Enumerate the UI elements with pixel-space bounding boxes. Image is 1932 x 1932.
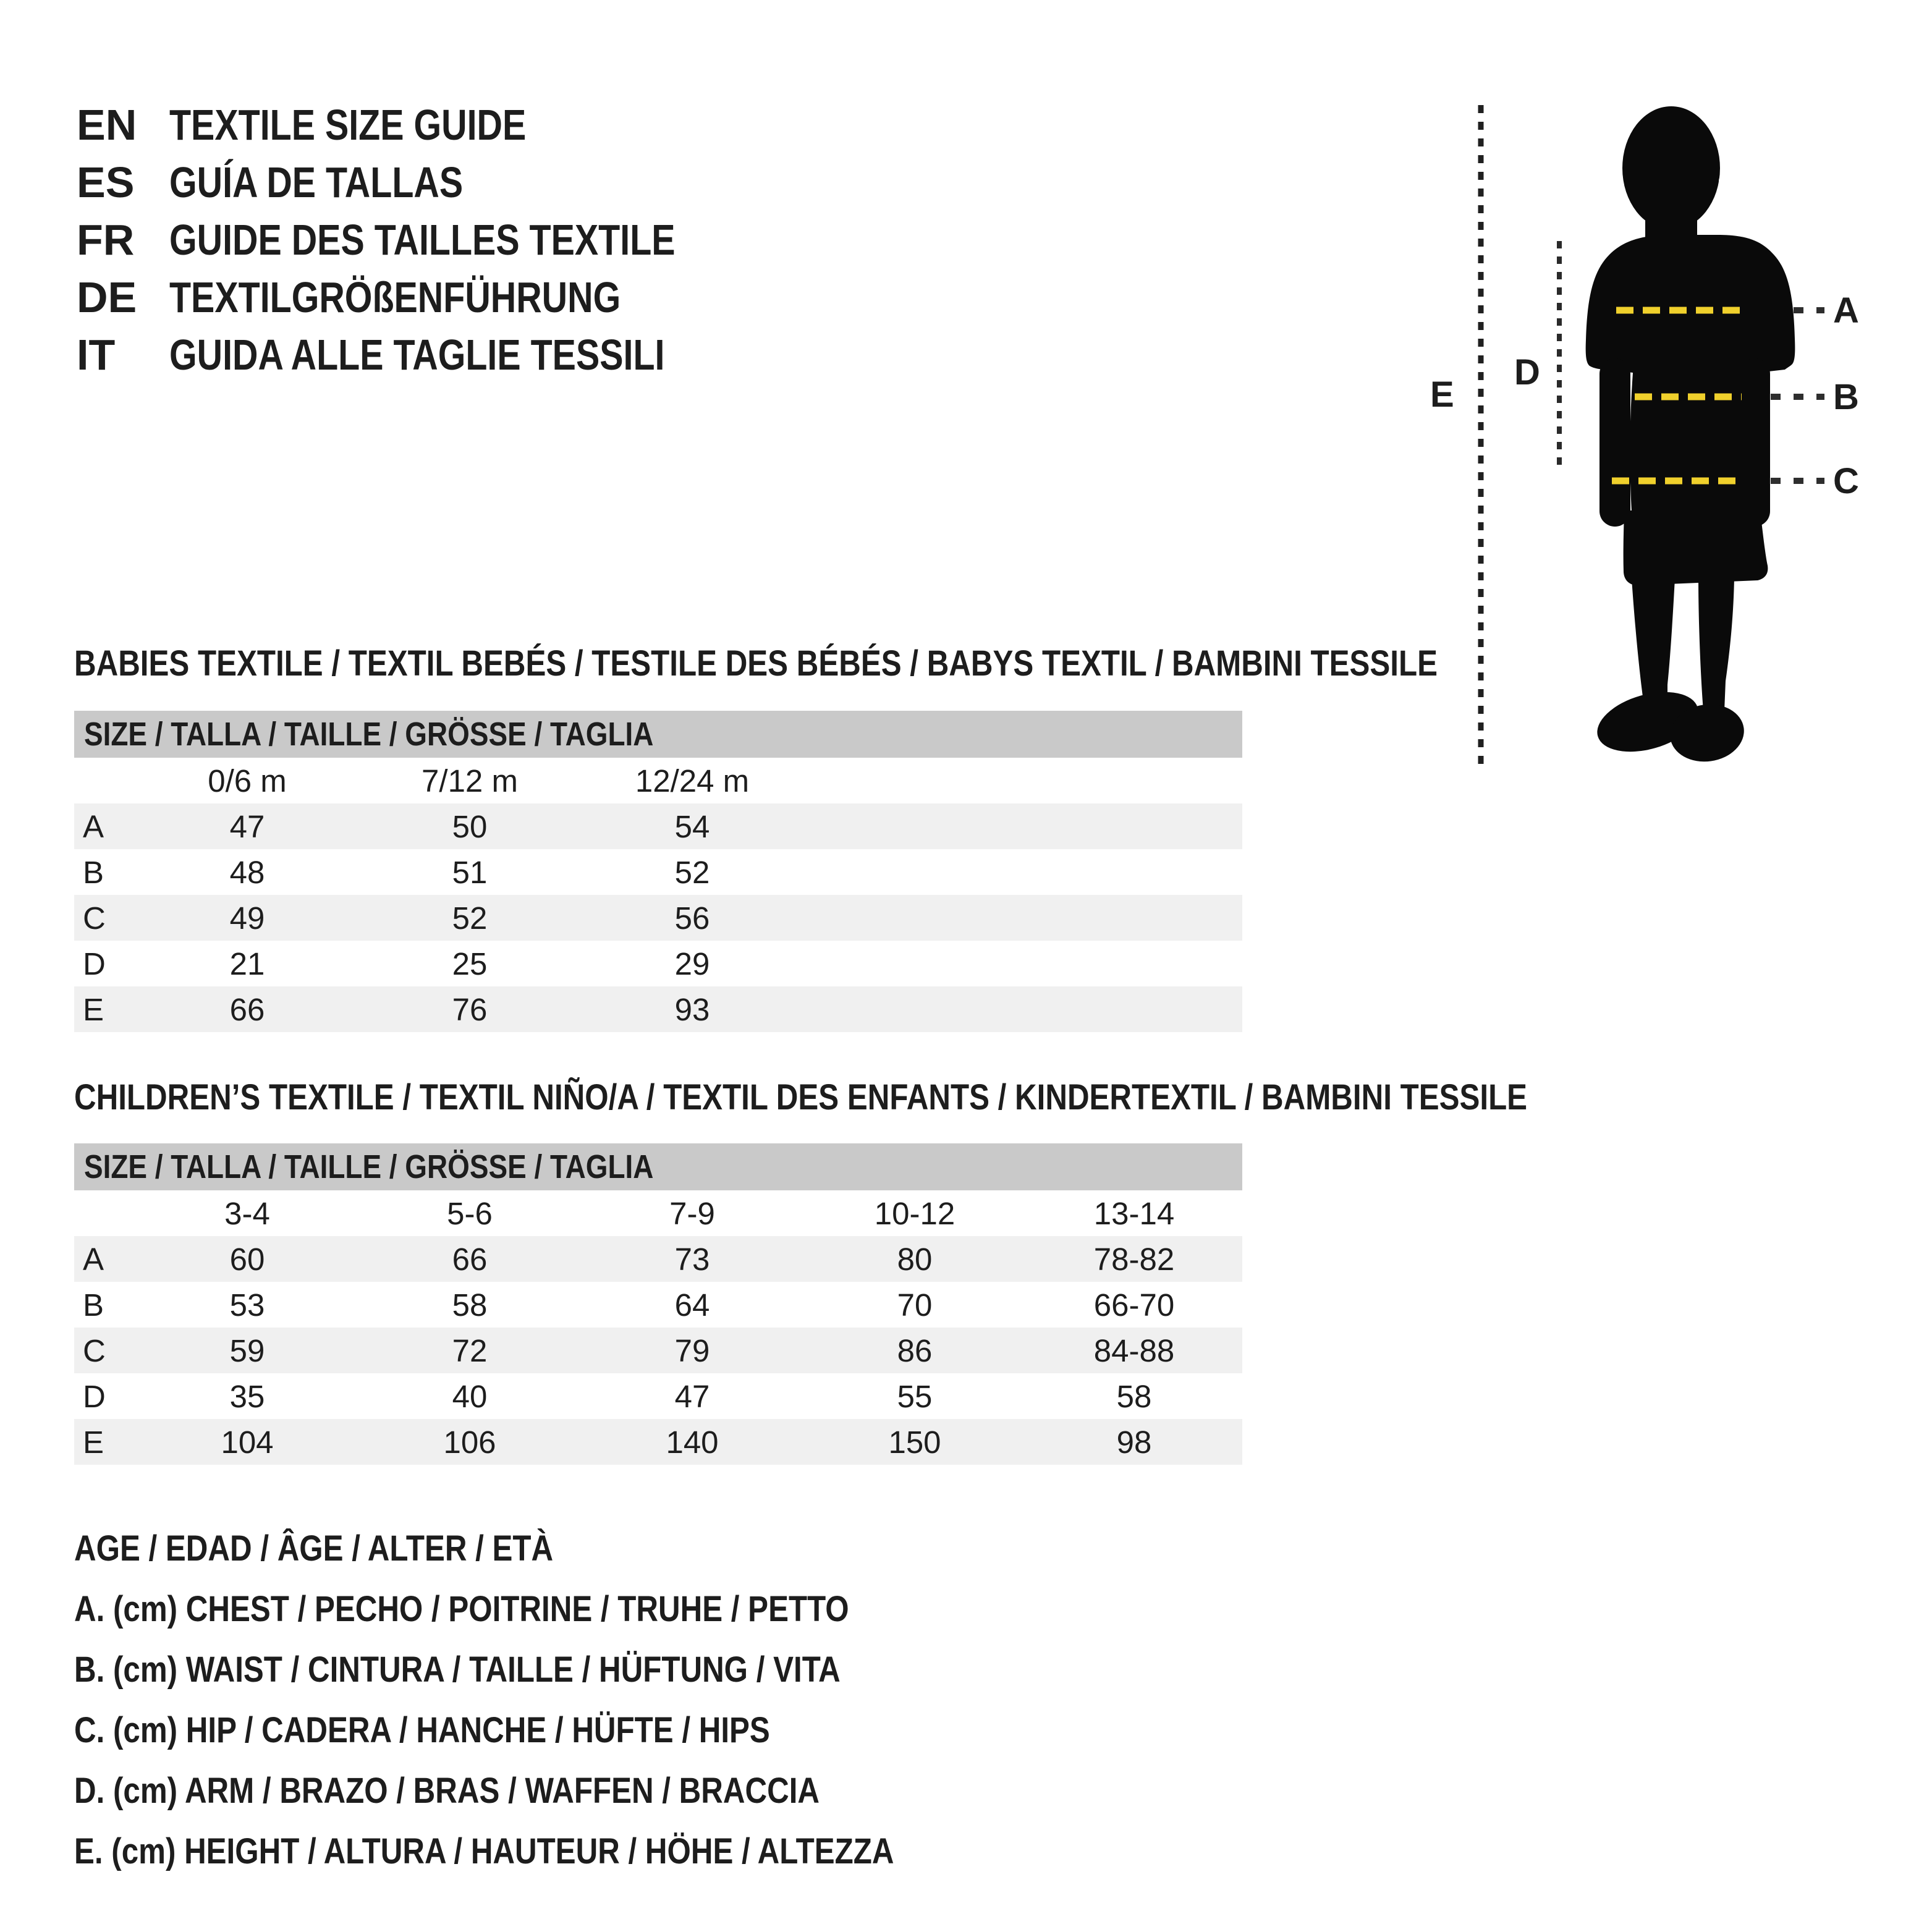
babies-row-b: [74, 849, 1242, 895]
children-row-d: [74, 1373, 1242, 1419]
babies-row-a: [74, 803, 1242, 849]
row-label: B: [83, 1287, 104, 1323]
children-row-b: [74, 1282, 1242, 1328]
size-cell: 66: [136, 986, 358, 1032]
silhouette-right-leg: [1698, 577, 1734, 711]
silhouette-left-arm: [1599, 358, 1630, 527]
babies-size-table: [74, 711, 1242, 1032]
legend-line-arm: D. (cm) ARM / BRAZO / BRAS / WAFFEN / BRACCIA: [74, 1771, 820, 1811]
size-cell: 55: [897, 1378, 933, 1414]
silhouette-ear-notch: [1719, 173, 1735, 189]
measure-label-b: B: [1833, 377, 1859, 417]
language-row-it: [77, 326, 786, 384]
size-cell: 66: [358, 1236, 581, 1282]
language-row-de: [77, 269, 786, 326]
size-cell: 104: [136, 1419, 358, 1465]
row-label: C: [74, 1328, 136, 1373]
size-cell: 52: [674, 854, 710, 890]
size-cell: 70: [897, 1287, 933, 1323]
legend-line-chest: A. (cm) CHEST / PECHO / POITRINE / TRUHE / PETTO: [74, 1589, 849, 1629]
size-cell: 78-82: [1026, 1236, 1242, 1282]
language-code: FR: [77, 216, 135, 264]
language-row-en: [77, 96, 786, 154]
children-column-header: 5-6: [447, 1195, 493, 1231]
language-title: GUIDA ALLE TAGLIE TESSILI: [169, 331, 665, 379]
legend-line-waist: B. (cm) WAIST / CINTURA / TAILLE / HÜFTUNG / VITA: [74, 1650, 841, 1690]
language-title: GUIDE DES TAILLES TEXTILE: [169, 216, 676, 264]
language-title: TEXTILGRÖßENFÜHRUNG: [169, 273, 621, 321]
size-cell: 35: [229, 1378, 265, 1414]
row-label: E: [74, 986, 136, 1032]
size-cell: 59: [136, 1328, 358, 1373]
size-cell: 73: [581, 1236, 803, 1282]
filler-cell: [803, 758, 1242, 803]
size-cell: 56: [581, 895, 803, 941]
size-cell: 140: [581, 1419, 803, 1465]
language-code: IT: [77, 331, 116, 379]
children-column-header-row: [74, 1190, 1242, 1236]
row-label: B: [83, 854, 104, 890]
row-label: E: [74, 1419, 136, 1465]
size-cell: 72: [358, 1328, 581, 1373]
filler-cell: [803, 849, 1242, 895]
babies-size-header-bar: SIZE / TALLA / TAILLE / GRÖSSE / TAGLIA: [74, 711, 1242, 758]
size-cell: 79: [581, 1328, 803, 1373]
legend-line-height: E. (cm) HEIGHT / ALTURA / HAUTEUR / HÖHE / ALTEZZA: [74, 1831, 894, 1871]
language-row-es: [77, 154, 786, 211]
size-cell: 21: [229, 946, 265, 981]
row-label: D: [83, 946, 106, 981]
babies-table: [74, 758, 1242, 1032]
filler-cell: [803, 986, 1242, 1032]
size-cell: 29: [674, 946, 710, 981]
measure-label-c: C: [1833, 461, 1859, 501]
row-label: A: [74, 1236, 136, 1282]
legend-line-age: AGE / EDAD / ÂGE / ALTER / ETÀ: [74, 1528, 554, 1569]
babies-column-header: 12/24 m: [635, 763, 750, 799]
measure-label-a: A: [1833, 290, 1859, 331]
size-cell: 53: [229, 1287, 265, 1323]
size-cell: 60: [136, 1236, 358, 1282]
size-cell: 54: [581, 803, 803, 849]
silhouette-shorts: [1624, 511, 1768, 585]
size-cell: 58: [452, 1287, 488, 1323]
children-column-header: 10-12: [874, 1195, 955, 1231]
language-code: DE: [77, 273, 137, 321]
babies-row-c: [74, 895, 1242, 941]
size-cell: 98: [1026, 1419, 1242, 1465]
measurement-legend: [74, 1519, 1039, 1882]
filler-cell: [803, 803, 1242, 849]
size-cell: 25: [452, 946, 488, 981]
language-code: EN: [77, 101, 137, 149]
children-row-a: [74, 1236, 1242, 1282]
children-table: [74, 1190, 1242, 1465]
babies-column-header-row: [74, 758, 1242, 803]
children-column-header: 13-14: [1093, 1195, 1175, 1231]
babies-section-title: BABIES TEXTILE / TEXTIL BEBÉS / TESTILE DES BÉBÉS / BABYS TEXTIL / BAMBINI TESSILE: [74, 643, 1438, 684]
size-cell: 51: [452, 854, 488, 890]
row-label: D: [83, 1378, 106, 1414]
size-cell: 64: [674, 1287, 710, 1323]
size-cell: 93: [581, 986, 803, 1032]
row-label: A: [74, 803, 136, 849]
language-title: TEXTILE SIZE GUIDE: [169, 101, 527, 149]
empty-cell: [74, 1190, 136, 1236]
size-cell: 86: [803, 1328, 1026, 1373]
size-cell: 48: [229, 854, 265, 890]
children-row-c: [74, 1328, 1242, 1373]
size-cell: 80: [803, 1236, 1026, 1282]
babies-row-d: [74, 941, 1242, 986]
row-label: C: [74, 895, 136, 941]
children-size-table: [74, 1143, 1242, 1465]
language-list: [77, 96, 786, 384]
size-cell: 49: [136, 895, 358, 941]
children-column-header: 3-4: [224, 1195, 270, 1231]
size-cell: 66-70: [1093, 1287, 1175, 1323]
language-title: GUÍA DE TALLAS: [169, 158, 464, 206]
size-cell: 50: [358, 803, 581, 849]
children-section-title: CHILDREN’S TEXTILE / TEXTIL NIÑO/A / TEXTIL DES ENFANTS / KINDERTEXTIL / BAMBINI TESSILE: [74, 1077, 1528, 1117]
size-cell: 76: [358, 986, 581, 1032]
empty-cell: [74, 758, 136, 803]
language-row-fr: [77, 211, 786, 269]
children-row-e: [74, 1419, 1242, 1465]
size-cell: 106: [358, 1419, 581, 1465]
silhouette-right-arm: [1739, 358, 1770, 527]
children-column-header: 7-9: [669, 1195, 715, 1231]
measure-label-e: E: [1430, 375, 1454, 415]
size-cell: 52: [358, 895, 581, 941]
language-code: ES: [77, 158, 135, 206]
babies-column-header: 0/6 m: [208, 763, 287, 799]
size-cell: 150: [803, 1419, 1026, 1465]
filler-cell: [803, 895, 1242, 941]
children-size-header-bar: SIZE / TALLA / TAILLE / GRÖSSE / TAGLIA: [74, 1143, 1242, 1190]
size-cell: 40: [452, 1378, 488, 1414]
size-cell: 47: [136, 803, 358, 849]
size-cell: 84-88: [1026, 1328, 1242, 1373]
babies-row-e: [74, 986, 1242, 1032]
size-cell: 47: [674, 1378, 710, 1414]
filler-cell: [803, 941, 1242, 986]
legend-line-hip: C. (cm) HIP / CADERA / HANCHE / HÜFTE / HIPS: [74, 1710, 770, 1750]
measure-label-d: D: [1514, 352, 1540, 392]
size-cell: 58: [1116, 1378, 1152, 1414]
babies-column-header: 7/12 m: [422, 763, 518, 799]
